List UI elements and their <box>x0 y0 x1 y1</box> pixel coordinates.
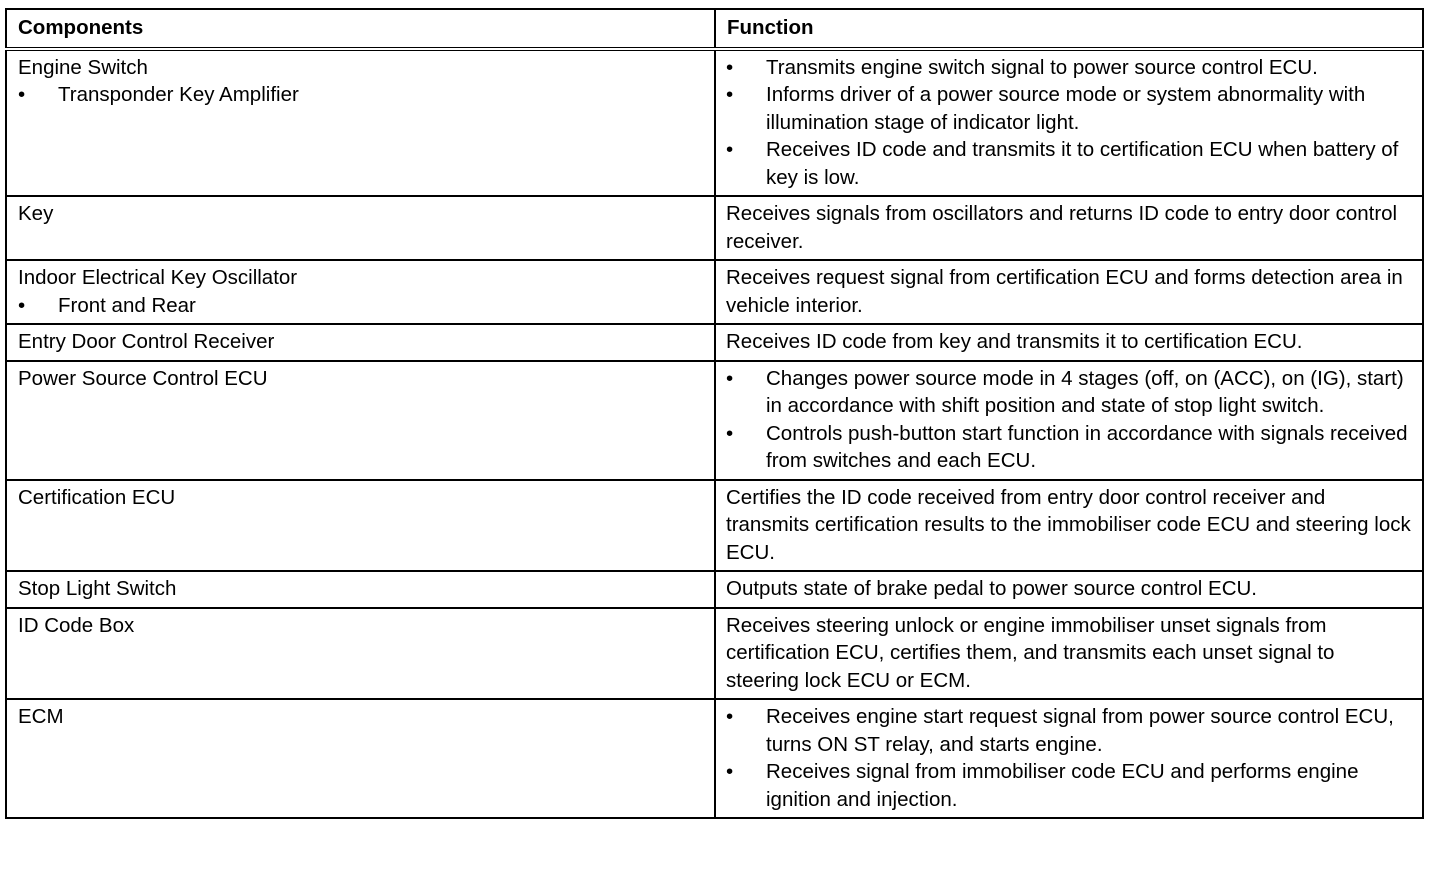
function-item: • Informs driver of a power source mode or system abnormality with illumination stage of indicator light. <box>726 81 1412 136</box>
component-name: Key <box>18 202 54 225</box>
table-row <box>6 49 1423 197</box>
function-item: • Receives ID code and transmits it to certification ECU when battery of key is low. <box>726 136 1412 191</box>
table-row <box>6 571 1423 608</box>
component-subitem: • Front and Rear <box>18 292 704 320</box>
function-cell <box>715 571 1423 608</box>
function-list <box>726 54 1412 192</box>
function-item: • Changes power source mode in 4 stages (off, on (ACC), on (IG), start) in accordance with shift position and state of stop light switch. <box>726 365 1412 420</box>
component-cell <box>6 196 715 260</box>
function-text: Certifies the ID code received from entry door control receiver and transmits certification results to the immobiliser code ECU and steering lock ECU. <box>726 485 1411 564</box>
function-text: Receives steering unlock or engine immobiliser unset signals from certification ECU, certifies them, and transmits each unset signal to steering lock ECU or ECM. <box>726 613 1335 692</box>
table-row <box>6 196 1423 260</box>
header-components: Components <box>6 9 715 49</box>
component-name: Power Source Control ECU <box>18 366 268 390</box>
table-row <box>6 608 1423 700</box>
component-sublist <box>18 81 704 109</box>
function-cell <box>715 699 1423 818</box>
function-cell <box>715 608 1423 700</box>
function-cell <box>715 49 1423 197</box>
function-cell <box>715 260 1423 324</box>
function-list <box>726 703 1412 813</box>
component-cell <box>6 324 715 361</box>
component-cell <box>6 260 715 324</box>
table-row <box>6 361 1423 480</box>
component-name: Engine Switch <box>18 55 148 79</box>
component-name: ECM <box>18 705 64 728</box>
function-cell <box>715 361 1423 480</box>
table-row <box>6 324 1423 361</box>
component-cell <box>6 49 715 197</box>
component-sublist <box>18 292 704 320</box>
table-row <box>6 480 1423 572</box>
function-text: Receives signals from oscillators and returns ID code to entry door control receiver. <box>726 202 1398 253</box>
component-cell <box>6 699 715 818</box>
function-item: • Controls push-button start function in accordance with signals received from switches and each ECU. <box>726 420 1412 475</box>
function-cell <box>715 324 1423 361</box>
function-list <box>726 365 1412 475</box>
function-text: Receives request signal from certification ECU and forms detection area in vehicle interior. <box>726 266 1403 317</box>
component-cell <box>6 480 715 572</box>
header-function: Function <box>715 9 1423 49</box>
header-row <box>6 9 1423 49</box>
function-item: • Transmits engine switch signal to power source control ECU. <box>726 54 1412 82</box>
function-item: • Receives signal from immobiliser code ECU and performs engine ignition and injection. <box>726 758 1412 813</box>
table-row <box>6 699 1423 818</box>
component-name: Certification ECU <box>18 485 176 509</box>
component-name: Stop Light Switch <box>18 577 177 600</box>
function-text: Outputs state of brake pedal to power source control ECU. <box>726 577 1257 600</box>
component-cell <box>6 361 715 480</box>
component-name: Entry Door Control Receiver <box>18 330 275 353</box>
component-name: ID Code Box <box>18 613 135 637</box>
table-header <box>6 9 1423 49</box>
table-body <box>6 49 1423 819</box>
function-item: • Receives engine start request signal from power source control ECU, turns ON ST relay, and starts engine. <box>726 703 1412 758</box>
function-cell <box>715 480 1423 572</box>
function-text: Receives ID code from key and transmits it to certification ECU. <box>726 330 1303 353</box>
component-cell <box>6 571 715 608</box>
table-row <box>6 260 1423 324</box>
components-function-table <box>5 8 1424 819</box>
component-cell <box>6 608 715 700</box>
component-subitem: • Transponder Key Amplifier <box>18 81 704 109</box>
component-name: Indoor Electrical Key Oscillator <box>18 266 298 289</box>
function-cell <box>715 196 1423 260</box>
